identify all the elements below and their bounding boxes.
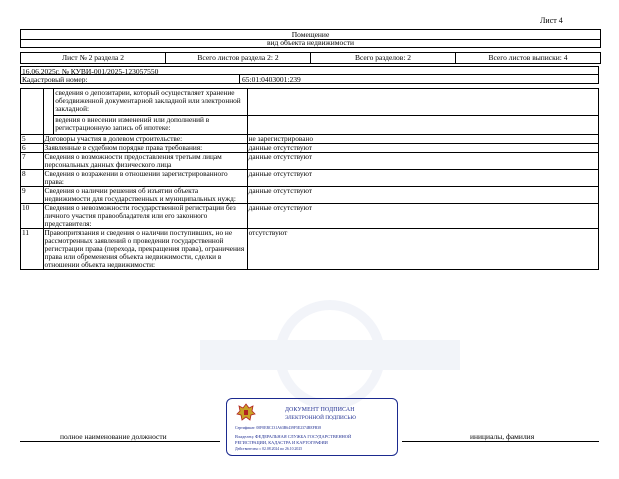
row-number: 11 bbox=[21, 229, 44, 270]
row-number: 10 bbox=[21, 204, 44, 229]
table-row bbox=[21, 229, 599, 270]
sheet-info-cell: Всего листов выписки: 4 bbox=[488, 53, 568, 62]
stamp-validity: Действителен: с 02.08.2024 по 26.10.2025 bbox=[235, 447, 303, 451]
cadastral-value: 65:01:0403001:239 bbox=[242, 75, 301, 84]
sheet-label: Лист 4 bbox=[540, 16, 563, 25]
row-number bbox=[21, 89, 44, 135]
row-description: Сведения о наличии решения об изъятии объекта недвижимости для государственных и муниципальных нужд: bbox=[43, 187, 247, 204]
table-row bbox=[21, 204, 599, 229]
row-description: Сведения о возражении в отношении зарегистрированного права: bbox=[43, 170, 247, 187]
row-value bbox=[247, 116, 598, 135]
row-description: Договоры участия в долевом строительстве: bbox=[43, 135, 247, 144]
row-description: Заявленные в судебном порядке права требования: bbox=[43, 144, 247, 153]
row-description: Сведения о возможности предоставления третьим лицам персональных данных физического лица bbox=[43, 153, 247, 170]
cadastral-row bbox=[20, 75, 599, 84]
row-value: данные отсутствуют bbox=[247, 187, 598, 204]
electronic-signature-stamp bbox=[226, 398, 398, 456]
row-value: данные отсутствуют bbox=[247, 204, 598, 229]
table-row bbox=[21, 116, 599, 135]
stamp-title: ДОКУМЕНТ ПОДПИСАН bbox=[285, 407, 355, 413]
position-signature-line bbox=[20, 441, 220, 442]
row-value: данные отсутствуют bbox=[247, 170, 598, 187]
row-number: 8 bbox=[21, 170, 44, 187]
sheet-info-cell: Всего разделов: 2 bbox=[311, 53, 456, 63]
table-row bbox=[21, 153, 599, 170]
encumbrance-table bbox=[20, 88, 599, 270]
row-value bbox=[247, 89, 598, 116]
stamp-subtitle: ЭЛЕКТРОННОЙ ПОДПИСЬЮ bbox=[285, 415, 356, 421]
row-number: 9 bbox=[21, 187, 44, 204]
sheet-info-row bbox=[20, 52, 601, 64]
coat-of-arms-icon bbox=[235, 402, 257, 424]
position-label: полное наименование должности bbox=[60, 432, 167, 441]
table-row bbox=[21, 170, 599, 187]
row-number: 6 bbox=[21, 144, 44, 153]
row-value: данные отсутствуют bbox=[247, 144, 598, 153]
row-value: отсутствуют bbox=[247, 229, 598, 270]
table-row bbox=[21, 89, 599, 116]
row-number: 7 bbox=[21, 153, 44, 170]
row-description: ведения о внесении изменений или дополнений в регистрационную запись об ипотеке: bbox=[54, 116, 247, 135]
registry-number: 16.06.2025г. № КУВИ-001/2025-123057550 bbox=[20, 66, 599, 75]
row-description: Сведения о невозможности государственной регистрации без личного участия правообладателя или его законного представителя: bbox=[43, 204, 247, 229]
row-description: сведения о депозитарии, который осуществляет хранение обездвиженной документарной закладной или электронной закладной: bbox=[54, 89, 247, 116]
object-type-subtitle: вид объекта недвижимости bbox=[20, 38, 601, 48]
sheet-info-cell: Лист № 2 раздела 2 bbox=[21, 53, 166, 63]
object-type-title: Помещение bbox=[20, 29, 601, 40]
table-row bbox=[21, 187, 599, 204]
row-value: данные отсутствуют bbox=[247, 153, 598, 170]
stamp-owner-line2: РЕГИСТРАЦИИ, КАДАСТРА И КАРТОГРАФИИ bbox=[235, 440, 328, 445]
cadastral-label: Кадастровый номер: bbox=[21, 75, 240, 83]
row-value: не зарегистрировано bbox=[247, 135, 598, 144]
name-label: инициалы, фамилия bbox=[470, 432, 535, 441]
sheet-info-cell: Всего листов раздела 2: 2 bbox=[166, 53, 311, 63]
row-number: 5 bbox=[21, 135, 44, 144]
watermark-emblem bbox=[160, 300, 500, 410]
row-indent bbox=[43, 89, 54, 135]
name-signature-line bbox=[402, 441, 599, 442]
stamp-owner-line1: Владелец: ФЕДЕРАЛЬНАЯ СЛУЖБА ГОСУДАРСТВЕННОЙ bbox=[235, 434, 352, 439]
row-description: Правопритязания и сведения о наличии поступивших, но не рассмотренных заявлений о проведении государственной регистрации права (перехода, прекращения права), ограничения права или обременения объекта недвижимости, сделки в отношении объекта недвижимости: bbox=[43, 229, 247, 270]
stamp-certificate: Сертификат: 00F0ЕBC131A63B6439F5E2374BEFB38 bbox=[235, 426, 322, 430]
